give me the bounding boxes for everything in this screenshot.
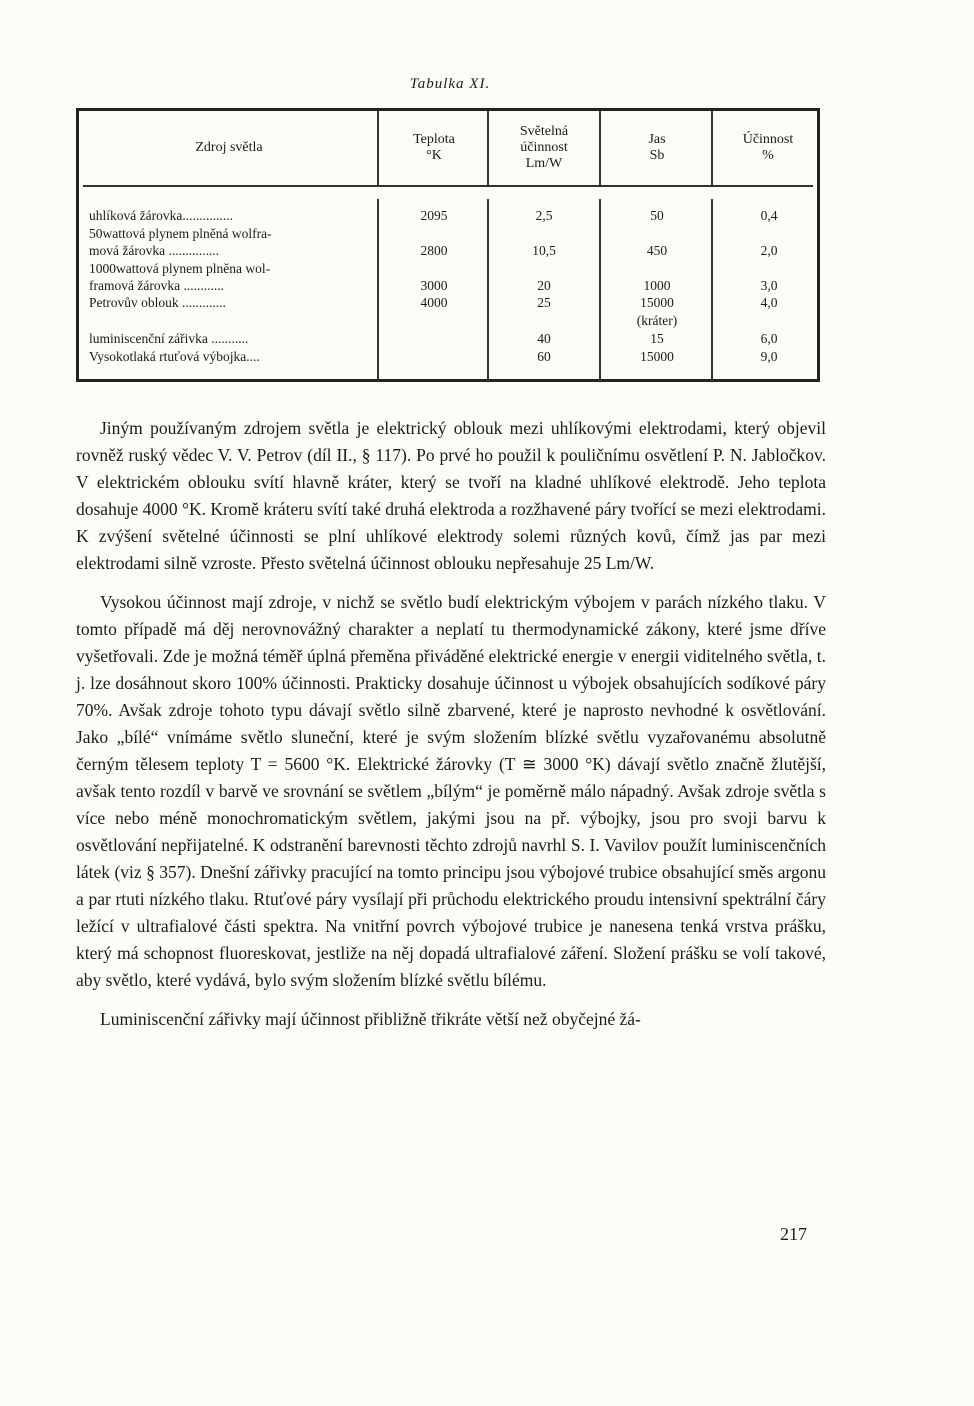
cell-source: uhlíková žárovka............... bbox=[89, 208, 233, 223]
header-efficacy-line1: Světelná bbox=[519, 124, 569, 139]
cell-brightness: 15 bbox=[650, 331, 664, 346]
header-source bbox=[79, 111, 379, 185]
cell-efficacy: 10,5 bbox=[532, 243, 556, 258]
header-efficacy bbox=[489, 111, 599, 185]
paragraph: Luminiscenční zářivky mají účinnost přibližně třikráte větší než obyčejné žá- bbox=[100, 1009, 641, 1029]
cell-source: mová žárovka ............... bbox=[89, 243, 220, 258]
header-source-label: Zdroj světla bbox=[195, 140, 263, 155]
cell-temperature: 2095 bbox=[420, 208, 448, 223]
header-efficacy-line3: Lm/W bbox=[525, 156, 563, 171]
cell-efficacy: 2,5 bbox=[535, 208, 553, 223]
cell-temperature: 4000 bbox=[420, 295, 448, 310]
header-efficiency-line2: % bbox=[762, 148, 774, 163]
header-efficiency bbox=[713, 111, 823, 185]
cell-efficiency: 6,0 bbox=[760, 331, 778, 346]
paragraph: Vysokou účinnost mají zdroje, v nichž se světlo budí elektrickým výbojem v parách nízkého tlaku. V tomto případě má děj nerovnovážný charakter a neplatí tu thermodynamické zákony, které jsme dříve vyšetřovali. Zde je možná téměř úplná přeměna přiváděné elektrické energie v energii viditelného světla, t. j. lze dosáhnout skoro 100% účinnosti. Prakticky dosahuje účinnost u výbojek obsahujících sodíkové páry 70%. Avšak zdroje tohoto typu dávají světlo silně zbarvené, které je naprosto nevhodné k osvětlování. Jako „bílé“ vnímáme světlo sluneční, které je svým složením blízké světlu vyzařovanému absolutně černým tělesem teploty T = 5600 °K. Elektrické žárovky (T ≅ 3000 °K) dávají světlo značně žlutější, avšak tento rozdíl v barvě ve srovnání se světlem „bílým“ je poměrně málo nápadný. Avšak zdroje světla s více nebo méně monochromatickým světlem, jakými jsou na př. výbojky, jsou pro svoji barvu k osvětlování nepřijatelné. K odstranění barevnosti těchto zdrojů navrhl S. I. Vavilov použít luminiscenčních látek (viz § 357). Dnešní zářivky pracující na tomto principu jsou výbojové trubice obsahující směs argonu a par rtuti nízkého tlaku. Rtuťové páry vysílají při průchodu elektrického proudu intensivní spektrální čáry ležící v ultrafialové části spektra. Na vnitřní povrch výbojové trubice je nanesena tenká vrstva prášku, který má schopnost fluoreskovat, jestliže na něj dopadá ultrafialové záření. Složení prášku se volí takové, aby světlo, které vydává, bylo svým složením blízké světlu bílému. bbox=[76, 592, 826, 990]
cell-efficacy: 60 bbox=[537, 349, 551, 364]
cell-brightness: 1000 bbox=[643, 278, 671, 293]
header-efficiency-line1: Účinnost bbox=[742, 132, 794, 147]
cell-efficacy: 40 bbox=[537, 331, 551, 346]
page-number: 217 bbox=[780, 1224, 807, 1244]
header-brightness-line1: Jas bbox=[648, 132, 666, 147]
cell-efficiency: 0,4 bbox=[760, 208, 778, 223]
cell-efficiency: 4,0 bbox=[760, 295, 778, 310]
cell-brightness: 15000 bbox=[640, 295, 674, 310]
cell-source: luminiscenční zářivka ........... bbox=[89, 331, 249, 346]
cell-efficacy: 20 bbox=[537, 278, 551, 293]
data-table bbox=[76, 108, 820, 382]
cell-efficiency: 3,0 bbox=[760, 278, 778, 293]
table-caption: Tabulka XI. bbox=[409, 76, 491, 92]
cell-source: 50wattová plynem plněná wolfra- bbox=[89, 226, 272, 241]
header-temperature bbox=[379, 111, 489, 185]
paragraph: Jiným používaným zdrojem světla je elektrický oblouk mezi uhlíkovými elektrodami, který objevil rovněž ruský vědec V. V. Petrov (díl II., § 117). Po prvé ho použil k pouličnímu osvětlení P. N. Jabločkov. V elektrickém oblouku svítí hlavně kráter, který se tvoří na kladné uhlíkové elektrodě. Jeho teplota dosahuje 4000 °K. Kromě kráteru svítí také druhá elektroda a rozžhavené páry tvořící se mezi elektrodami. K zvýšení světelné účinnosti se plní uhlíkové elektrody solemi různých kovů, čímž jas par mezi elektrodami silně vzroste. Přesto světelná účinnost oblouku nepřesahuje 25 Lm/W. bbox=[76, 418, 826, 573]
cell-source: framová žárovka ............ bbox=[89, 278, 224, 293]
table-row bbox=[79, 330, 817, 347]
table-row bbox=[79, 312, 817, 329]
cell-efficiency: 2,0 bbox=[760, 243, 778, 258]
table-row bbox=[79, 277, 817, 294]
table-row bbox=[79, 242, 817, 259]
header-rule bbox=[83, 185, 813, 187]
header-temperature-line2: °K bbox=[426, 148, 442, 163]
cell-brightness: (kráter) bbox=[636, 313, 678, 328]
cell-temperature: 3000 bbox=[420, 278, 448, 293]
cell-source: Petrovův oblouk ............. bbox=[89, 295, 226, 310]
cell-temperature: 2800 bbox=[420, 243, 448, 258]
cell-brightness: 450 bbox=[646, 243, 668, 258]
header-brightness bbox=[601, 111, 713, 185]
cell-source: Vysokotlaká rtuťová výbojka.... bbox=[89, 349, 260, 364]
cell-brightness: 15000 bbox=[640, 349, 674, 364]
body-text bbox=[76, 415, 826, 1045]
table-row bbox=[79, 294, 817, 311]
header-efficacy-line2: účinnost bbox=[520, 140, 568, 155]
cell-efficacy: 25 bbox=[537, 295, 551, 310]
table-row bbox=[79, 348, 817, 365]
table-row bbox=[79, 225, 817, 242]
cell-brightness: 50 bbox=[650, 208, 664, 223]
cell-efficiency: 9,0 bbox=[760, 349, 778, 364]
cell-source: 1000wattová plynem plněna wol- bbox=[89, 261, 271, 276]
header-temperature-line1: Teplota bbox=[413, 132, 455, 147]
table-row bbox=[79, 207, 817, 224]
header-brightness-line2: Sb bbox=[649, 148, 665, 163]
table-row bbox=[79, 260, 817, 277]
